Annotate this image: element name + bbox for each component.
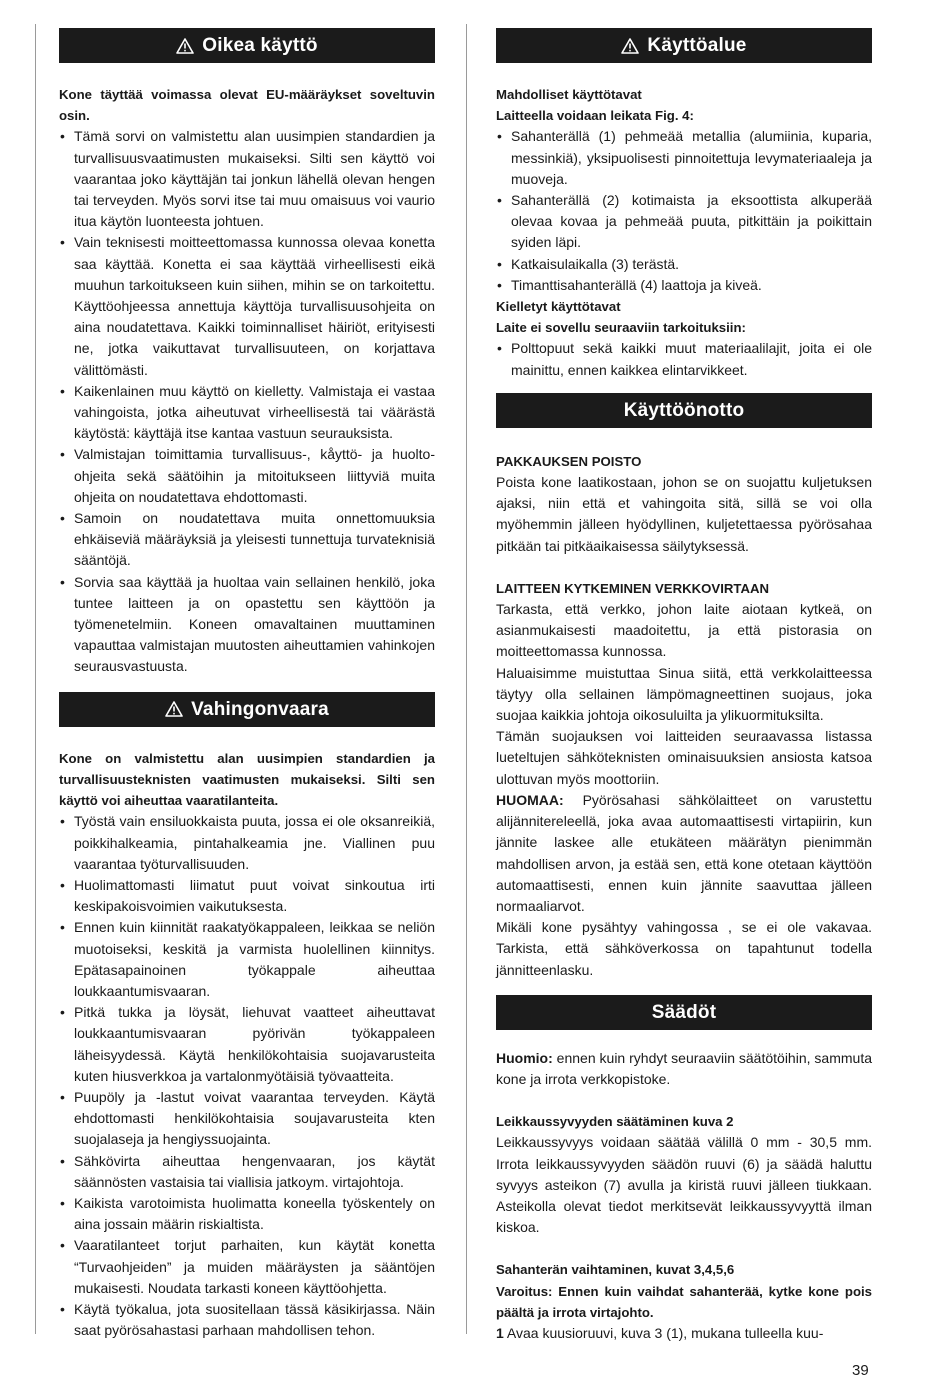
- paragraph: Tarkasta, että verkko, johon laite aiotaan kytkeä, on asianmukaisesti maadoitettu, ja että pistorasia on moitteettomassa kunnossa.: [496, 601, 872, 660]
- list-item: • Tämä sorvi on valmistettu alan uusimpien standardien ja turvallisuusvaatimusten mukaiseksi. Silti sen käyttö voi vaarantaa joko käyttäjän tai jonkun lähellä olevan hengen tai terveyden. Myös sorvi itse tai muu omaisuus voi vaurio itua käytön luonteesta johtuen.: [59, 126, 435, 232]
- subheading: PAKKAUKSEN POISTO: [496, 453, 642, 469]
- list-item: • Kaikenlainen muu käyttö on kielletty. Valmistaja ei vastaa vahingoista, jotka aiheutuvat virheellisestä tai väärästä käytöstä: käyttäjä itse kantaa vastuun seurauksista.: [59, 381, 435, 445]
- list-item: • Timanttisahanterällä (4) laattoja ja kiveä.: [496, 275, 872, 296]
- list-item: • Puupöly ja -lastut voivat vaarantaa terveyden. Käytä ehdottomasti henkilökohtaisia soujavarusteita kten suojalaseja ja hengiyssuojainta.: [59, 1087, 435, 1151]
- list-item: • Käytä työkalua, jota suositellaan tässä käsikirjassa. Näin saat pyörösahastasi parhaan mahdollisen tehon.: [59, 1299, 435, 1341]
- right-column: [496, 28, 872, 1344]
- center-divider-rule: [466, 24, 467, 1334]
- step-number: 1: [496, 1324, 504, 1341]
- section-intro: Kone on valmistettu alan uusimpien standardien ja turvallisuusteknisten vaatimusten mukaiseksi. Silti sen käyttö voi aiheuttaa vaaratilanteita.: [59, 750, 435, 809]
- note-text: Pyörösahasi sähkölaitteet on varustettu alijännitereleellä, joka avaa automaattisesti virtapiirin, kun jännite laskee alle etukäteen määrätyn pienimmän mahdollisen arvon, ja estää sen, että kone otetaan käyttöön automaattisesti, ennen kuin jännite saavuttaa jälleen normaaliarvot.: [496, 791, 872, 914]
- subheading: Sahanterän vaihtaminen, kuvat 3,4,5,6: [496, 1262, 735, 1278]
- list-item: • Pitkä tukka ja löysät, liehuvat vaatteet aiheuttavat loukkaantumisvaaran pyörivän työkappaleen läheisyydessä. Käytä henkilökohtaisia suojavarusteita kuten hiusverkkoa ja vartalonmyötäisiä työvaatteita.: [59, 1002, 435, 1087]
- list-item: • Kaikista varotoimista huolimatta koneella työskentely on aina jossain määrin riskialtista.: [59, 1193, 435, 1235]
- subheading: Leikkaussyvyyden säätäminen kuva 2: [496, 1114, 734, 1130]
- subheading: Laite ei sovellu seuraaviin tarkoituksiin:: [496, 320, 746, 336]
- list-item: • Sähkövirta aiheuttaa hengenvaaran, jos käytät säännösten vastaisia tai viallisia jatkoym. virtajohtoja.: [59, 1151, 435, 1193]
- subheading: LAITTEEN KYTKEMINEN VERKKOVIRTAAN: [496, 580, 770, 596]
- warning-triangle-icon: [165, 701, 183, 717]
- list-item: • Sahanterällä (2) kotimaista ja eksoottista alkuperää olevaa kovaa ja pehmeää puuta, pitkittäin ja poikittain syiden läpi.: [496, 190, 872, 254]
- paragraph: Poista kone laatikostaan, johon se on suojattu kuljetuksen ajaksi, niin että et vahingoita sitä, sillä se voi olla myöhemmin jälleen hyödyllinen, kuljetettaessa pyörösahaa pitkään tai pitkäaikaisessa säilytyksessä.: [496, 474, 872, 554]
- section-heading-saadot: [496, 995, 872, 1030]
- note-label: HUOMAA:: [496, 791, 564, 808]
- list-item: • Polttopuut sekä kaikki muut materiaalilajit, joita ei ole mainittu, ennen kaikkea elintarvikkeet.: [496, 338, 872, 380]
- warning-triangle-icon: [176, 38, 194, 54]
- list-item: • Huolimattomasti liimatut puut voivat sinkoutua irti keskipakoisvoimien vaikutuksesta.: [59, 875, 435, 917]
- section-title: Vahingonvaara: [191, 698, 329, 720]
- list-item: • Sahanterällä (1) pehmeää metallia (alumiinia, kuparia, messinkiä), yksipuolisesti pinnoitettuja levymateriaaleja ja muoveja.: [496, 126, 872, 190]
- list-item: • Ennen kuin kiinnität raakatyökappaleen, leikkaa se neliön muotoiseksi, keskitä ja varmista huolellinen kiinnitys. Epätasapainoinen työkappale aiheuttaa loukkaantumisvaaran.: [59, 917, 435, 1002]
- paragraph: Tämän suojauksen voi laitteiden seuraavassa listassa lueteltujen sähköteknisten ominaisuuksien ansiosta katsoa ulottuvan myös moottoriin.: [496, 728, 872, 787]
- paragraph: Mikäli kone pysähtyy vahingossa , se ei ole vakavaa. Tarkista, että sähköverkossa on tapahtunut todella jännitteenlasku.: [496, 919, 872, 978]
- list-item: • Vaaratilanteet torjut parhaiten, kun käytät konetta “Turvaohjeiden” ja muiden määräysten ja sääntöjen mukaisesti. Noudata tarkasti koneen käyttöohjetta.: [59, 1235, 435, 1299]
- page-number: 39: [852, 1362, 869, 1379]
- warning-triangle-icon: [621, 38, 639, 54]
- list-item: • Samoin on noudatettava muita onnettomuuksia ehkäiseviä määräyksiä ja yleisesti tunnettuja turvateknisiä sääntöjä.: [59, 508, 435, 572]
- step-paragraph: [496, 1323, 872, 1344]
- subheading: Kielletyt käyttötavat: [496, 299, 621, 315]
- subheading: Mahdolliset käyttötavat: [496, 87, 642, 102]
- section-heading-vahingonvaara: [59, 692, 435, 727]
- bullet-list: [496, 126, 872, 296]
- list-item: • Työstä vain ensiluokkaista puuta, jossa ei ole oksanreikiä, poikkihalkeamia, pintahalkeamia jne. Viallinen puu vaarantaa työturvallisuuden.: [59, 811, 435, 875]
- paragraph: Haluaisimme muistuttaa Sinua siitä, että verkkolaitteessa täytyy olla sellainen lämpömagneettinen suojaus, joka suojaa kaikkia johtoja oikosuluilta ja ylikuormituksilta.: [496, 664, 872, 724]
- warning-paragraph: Varoitus: Ennen kuin vaihdat sahanterää, kytke kone pois päältä ja irrota virtajohto.: [496, 1283, 872, 1320]
- note-label: Huomio:: [496, 1049, 553, 1066]
- paragraph: Leikkaussyvyys voidaan säätää välillä 0 mm - 30,5 mm. Irrota leikkaussyvyyden säädön ruuvi (6) ja säädä haluttu syvyys asteikon (7) avulla ja kiristä ruuvi jälleen tiukkaan. Asteikolla olevat tiedot merkitsevät leikkaussyvyyttä ilman kiskoa.: [496, 1134, 872, 1236]
- subheading: Laitteella voidaan leikata Fig. 4:: [496, 108, 694, 124]
- section-title: Oikea käyttö: [202, 34, 318, 56]
- list-item: • Sorvia saa käyttää ja huoltaa vain sellainen henkilö, joka tuntee laitteen ja on opastettu sen käyttöön ja työmenetelmiin. Koneen omavaltainen muuttaminen vapauttaa valmistajan muutosten aiheuttamien vahinkojen seurausvastuusta.: [59, 572, 435, 678]
- note-paragraph: [496, 790, 872, 917]
- section-title: Säädöt: [651, 1001, 717, 1023]
- section-title: Käyttöönotto: [623, 399, 745, 421]
- section-intro: Kone täyttää voimassa olevat EU-määräykset soveltuvin osin.: [59, 87, 435, 124]
- list-item: • Vain teknisesti moitteettomassa kunnossa olevaa konetta saa käyttää. Konetta ei saa käyttää virheellisesti eikä muuhun tarkoitukseen kuin siihen, mihin se on tarkoitettu. Käyttöohjeessa annettuja käyttöja turvallisuusohjeita on aina noudatettava. Kaikki toiminnalliset häiriöt, erityisesti ne, jotka vaikuttavat turvallisuuteen, on korjattava välittömästi.: [59, 232, 435, 380]
- bullet-list: [496, 338, 872, 380]
- bullet-list: [59, 811, 435, 1341]
- section-heading-kayttoalue: [496, 28, 872, 63]
- section-heading-kayttoonotto: [496, 393, 872, 428]
- list-item: • Katkaisulaikalla (3) terästä.: [496, 254, 872, 275]
- bullet-list: [59, 126, 435, 677]
- section-title: Käyttöalue: [647, 34, 747, 56]
- step-text: Avaa kuusioruuvi, kuva 3 (1), mukana tulleella kuu-: [503, 1324, 824, 1341]
- section-heading-oikea-kaytto: [59, 28, 435, 63]
- left-margin-rule: [35, 24, 36, 1334]
- note-text: ennen kuin ryhdyt seuraaviin säätötöihin, sammuta kone ja irrota verkkopistoke.: [496, 1049, 872, 1087]
- left-column: [59, 28, 435, 1341]
- note-paragraph: [496, 1048, 872, 1090]
- list-item: • Valmistajan toimittamia turvallisuus-, kåyttö- ja huolto-ohjeita sekä säätöihin ja mitoitukseen liittyviä muita ohjeita on noudatettava ehdottomasti.: [59, 444, 435, 508]
